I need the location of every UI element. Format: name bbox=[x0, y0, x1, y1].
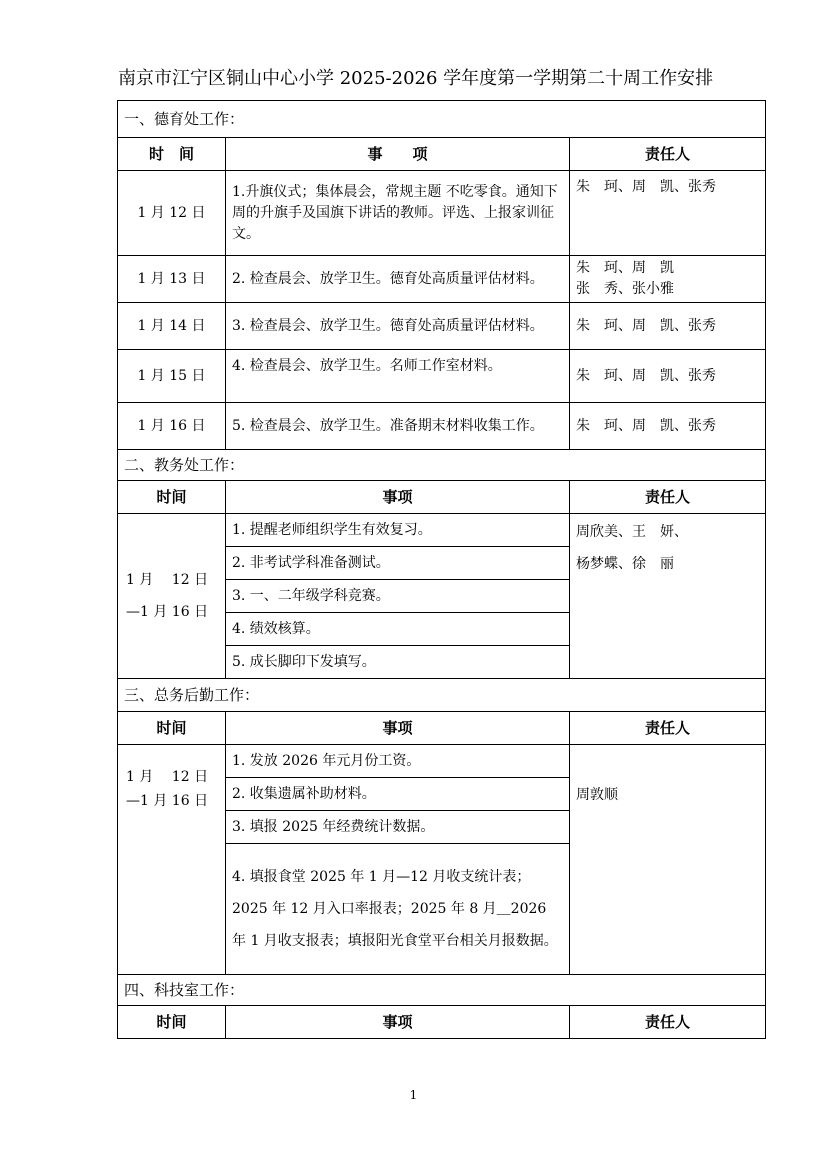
cell-owner: 朱 珂、周 凯、张秀 bbox=[570, 350, 766, 403]
cell-owner: 朱 珂、周 凯、张秀 bbox=[570, 171, 766, 256]
cell-owner: 朱 珂、周 凯 张 秀、张小雅 bbox=[570, 256, 766, 303]
cell-time: 1 月 13 日 bbox=[118, 256, 226, 303]
cell-item: 3. 填报 2025 年经费统计数据。 bbox=[226, 811, 570, 844]
cell-item: 2. 非考试学科准备测试。 bbox=[226, 547, 570, 580]
cell-item: 5. 成长脚印下发填写。 bbox=[226, 646, 570, 679]
table-header bbox=[118, 712, 766, 745]
cell-item: 2. 检查晨会、放学卫生。德育处高质量评估材料。 bbox=[226, 256, 570, 303]
table-row bbox=[118, 514, 766, 547]
document-title: 南京市江宁区铜山中心小学 2025-2026 学年度第一学期第二十周工作安排 bbox=[118, 68, 714, 89]
cell-owner: 朱 珂、周 凯、张秀 bbox=[570, 403, 766, 450]
section-title-moral: 一、德育处工作： bbox=[118, 101, 766, 138]
section-title-academic: 二、教务处工作： bbox=[118, 450, 766, 481]
cell-item: 3. 一、二年级学科竞赛。 bbox=[226, 580, 570, 613]
section-heading bbox=[118, 975, 766, 1006]
section-title-technology: 四、科技室工作： bbox=[118, 975, 766, 1006]
header-item: 事项 bbox=[226, 1006, 570, 1039]
schedule-table bbox=[117, 100, 766, 1039]
cell-time: 1 月 12 日 bbox=[118, 171, 226, 256]
header-owner: 责任人 bbox=[570, 481, 766, 514]
cell-item: 4. 检查晨会、放学卫生。名师工作室材料。 bbox=[226, 350, 570, 403]
header-time: 时间 bbox=[118, 1006, 226, 1039]
header-owner: 责任人 bbox=[570, 138, 766, 171]
section-heading bbox=[118, 101, 766, 138]
table-row bbox=[118, 256, 766, 303]
cell-item: 5. 检查晨会、放学卫生。准备期末材料收集工作。 bbox=[226, 403, 570, 450]
header-owner: 责任人 bbox=[570, 712, 766, 745]
cell-item: 4. 填报食堂 2025 年 1 月—12 月收支统计表；2025 年 12 月入口率报表；2025 年 8 月＿2026 年 1 月收支报表；填报阳光食堂平台相关月报数据。 bbox=[226, 844, 570, 975]
header-item: 事项 bbox=[226, 481, 570, 514]
cell-time: 1 月 14 日 bbox=[118, 303, 226, 350]
cell-item: 4. 绩效核算。 bbox=[226, 613, 570, 646]
cell-item: 2. 收集遗属补助材料。 bbox=[226, 778, 570, 811]
cell-item: 1.升旗仪式；集体晨会，常规主题 不吃零食。通知下周的升旗手及国旗下讲话的教师。评选、上报家训征文。 bbox=[226, 171, 570, 256]
cell-owner: 朱 珂、周 凯、张秀 bbox=[570, 303, 766, 350]
table-header bbox=[118, 481, 766, 514]
table-row bbox=[118, 303, 766, 350]
header-item: 事项 bbox=[226, 712, 570, 745]
header-time: 时间 bbox=[118, 481, 226, 514]
cell-time: 1 月 16 日 bbox=[118, 403, 226, 450]
header-item: 事 项 bbox=[226, 138, 570, 171]
section-title-logistics: 三、总务后勤工作： bbox=[118, 679, 766, 712]
table-row bbox=[118, 745, 766, 778]
cell-owner: 周欣美、王 妍、 杨梦蝶、徐 丽 bbox=[570, 514, 766, 679]
cell-time: 1 月 15 日 bbox=[118, 350, 226, 403]
table-row bbox=[118, 171, 766, 256]
page-number: 1 bbox=[409, 1088, 418, 1102]
cell-item: 3. 检查晨会、放学卫生。德育处高质量评估材料。 bbox=[226, 303, 570, 350]
cell-item: 1. 发放 2026 年元月份工资。 bbox=[226, 745, 570, 778]
header-owner: 责任人 bbox=[570, 1006, 766, 1039]
cell-item: 1. 提醒老师组织学生有效复习。 bbox=[226, 514, 570, 547]
section-heading bbox=[118, 450, 766, 481]
section-heading bbox=[118, 679, 766, 712]
table-row bbox=[118, 350, 766, 403]
table-row bbox=[118, 403, 766, 450]
cell-time: 1 月 12 日 —1 月 16 日 bbox=[118, 745, 226, 975]
cell-time: 1 月 12 日 —1 月 16 日 bbox=[118, 514, 226, 679]
header-time: 时 间 bbox=[118, 138, 226, 171]
cell-owner: 周敦顺 bbox=[570, 745, 766, 975]
table-header bbox=[118, 1006, 766, 1039]
table-header bbox=[118, 138, 766, 171]
header-time: 时间 bbox=[118, 712, 226, 745]
